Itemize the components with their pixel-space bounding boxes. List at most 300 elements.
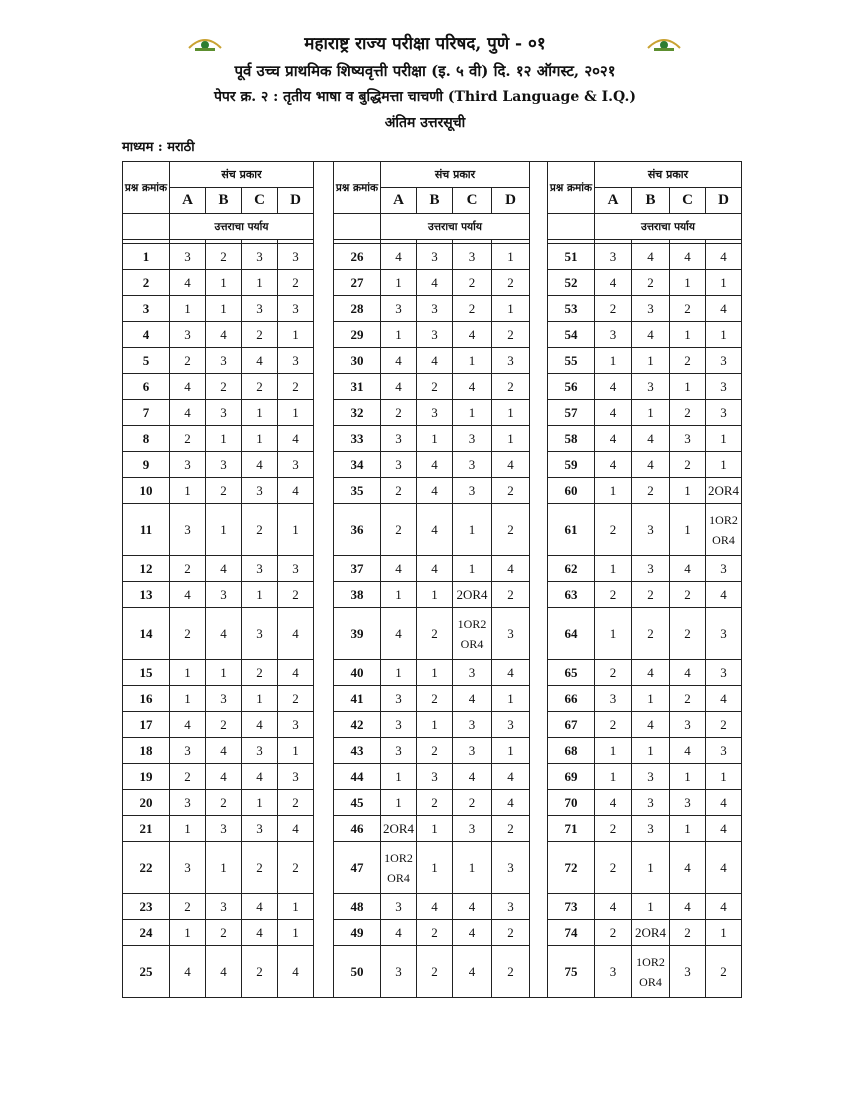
question-number: 59 [548,452,595,478]
question-number: 64 [548,608,595,660]
answer-cell: 1 [170,660,206,686]
answer-cell: 3 [170,738,206,764]
answer-cell: 3 [670,946,706,998]
answer-cell: 3 [417,296,453,322]
answer-cell: 3 [632,556,670,582]
answer-cell: 2 [206,374,242,400]
question-number: 58 [548,426,595,452]
answer-cell: 2 [417,946,453,998]
set-type-header: संच प्रकार [595,162,742,188]
answer-cell: 3 [206,816,242,842]
answer-cell: 1 [417,582,453,608]
table-row [123,920,742,946]
answer-cell: 4 [206,764,242,790]
answer-cell: 4 [417,556,453,582]
answer-cell: 1 [381,270,417,296]
answer-cell: 1 [632,400,670,426]
answer-cell: 1 [381,790,417,816]
answer-cell: 1 [670,322,706,348]
question-number: 19 [123,764,170,790]
question-number: 28 [334,296,381,322]
answer-cell: 4 [453,920,492,946]
answer-cell: 2 [417,686,453,712]
answer-cell: 3 [632,816,670,842]
question-number: 36 [334,504,381,556]
question-number: 25 [123,946,170,998]
answer-cell: 1 [381,322,417,348]
answer-cell: 4 [206,946,242,998]
set-type-header: संच प्रकार [381,162,530,188]
answer-cell: 4 [453,894,492,920]
answer-cell: 2 [595,660,632,686]
answer-cell: 3 [381,738,417,764]
answer-options-header: उत्तराचा पर्याय [170,214,314,240]
question-number: 23 [123,894,170,920]
set-label: D [278,188,314,214]
answer-cell: 2 [206,920,242,946]
answer-cell: 3 [381,426,417,452]
question-number: 50 [334,946,381,998]
answer-cell: 3 [242,244,278,270]
answer-cell: 2 [278,842,314,894]
header-row-letters [123,188,742,214]
answer-cell: 2 [595,816,632,842]
table-row [123,894,742,920]
question-number: 3 [123,296,170,322]
answer-cell: 3 [206,452,242,478]
answer-cell: 3 [278,764,314,790]
table-row [123,660,742,686]
answer-cell: 2 [492,270,530,296]
question-number: 7 [123,400,170,426]
answer-cell: 1 [170,686,206,712]
table-row [123,816,742,842]
answer-cell: 2 [170,764,206,790]
answer-cell: 3 [670,426,706,452]
answer-cell: 2 [206,244,242,270]
question-number: 45 [334,790,381,816]
answer-cell: 3 [632,296,670,322]
question-number: 34 [334,452,381,478]
question-number: 8 [123,426,170,452]
question-number: 15 [123,660,170,686]
answer-cell: 1 [670,816,706,842]
question-number: 41 [334,686,381,712]
question-number: 68 [548,738,595,764]
question-number: 61 [548,504,595,556]
answer-cell: 1 [595,348,632,374]
answer-cell: 1 [417,842,453,894]
question-number: 30 [334,348,381,374]
answer-cell: 4 [206,608,242,660]
answer-cell: 4 [670,660,706,686]
answer-cell: 3 [278,296,314,322]
answer-cell: 3 [492,894,530,920]
answer-cell: 1 [492,738,530,764]
answer-cell: 2 [242,374,278,400]
answer-cell: 3 [417,400,453,426]
answer-cell: 4 [417,478,453,504]
answer-cell: 2 [381,504,417,556]
answer-cell: 3 [492,842,530,894]
answer-cell: 2 [242,660,278,686]
answer-cell: 2 [170,894,206,920]
question-number: 11 [123,504,170,556]
answer-cell: 3 [453,738,492,764]
answer-cell: 3 [706,556,742,582]
document-header [0,30,850,136]
question-number: 9 [123,452,170,478]
council-logo-left-icon [186,34,224,54]
question-number: 51 [548,244,595,270]
answer-cell: 1 [670,764,706,790]
answer-cell: 4 [453,322,492,348]
set-label: A [595,188,632,214]
question-number: 55 [548,348,595,374]
answer-cell: 2 [632,608,670,660]
column-separator [530,162,548,998]
question-number: 57 [548,400,595,426]
answer-cell: 3 [278,556,314,582]
answer-cell: 2 [242,322,278,348]
answer-cell: 4 [381,244,417,270]
answer-cell: 1 [242,582,278,608]
answer-cell: 2 [670,400,706,426]
answer-cell: 3 [381,894,417,920]
answer-cell: 1 [206,504,242,556]
table-row [123,400,742,426]
answer-cell: 1 [453,400,492,426]
answer-cell: 2 [170,608,206,660]
answer-cell: 4 [492,790,530,816]
table-row [123,270,742,296]
header-blank [123,214,170,240]
answer-cell: 4 [278,946,314,998]
question-number: 24 [123,920,170,946]
answer-cell: 2 [206,712,242,738]
answer-cell: 3 [170,790,206,816]
answer-cell: 4 [706,582,742,608]
answer-cell: 3 [706,400,742,426]
answer-cell: 1 [242,790,278,816]
exam-title: पूर्व उच्च प्राथमिक शिष्यवृत्ती परीक्षा (इ. ५ वी) दि. १२ ऑगस्ट, २०२१ [234,62,616,80]
answer-cell: 1 [595,556,632,582]
answer-cell: 2 [670,608,706,660]
answer-cell: 2 [242,504,278,556]
answer-cell: 3 [170,842,206,894]
header-row-options [123,214,742,240]
answer-cell: 2 [670,452,706,478]
answer-cell: 4 [242,348,278,374]
answer-cell: 2 [278,582,314,608]
answer-cell: 1 [206,270,242,296]
set-label: D [706,188,742,214]
answer-cell: 4 [206,738,242,764]
answer-cell: 1 [242,686,278,712]
question-number: 60 [548,478,595,504]
answer-cell: 4 [595,452,632,478]
answer-cell: 2 [453,296,492,322]
answer-cell: 2OR4 [706,478,742,504]
answer-cell: 2 [632,582,670,608]
set-label: C [670,188,706,214]
question-number-header: प्रश्न क्रमांक [334,162,381,214]
table-row [123,296,742,322]
answer-cell: 3 [381,296,417,322]
question-number: 6 [123,374,170,400]
answer-cell: 2 [381,400,417,426]
answer-cell: 1 [381,660,417,686]
answer-cell: 1 [206,426,242,452]
question-number: 71 [548,816,595,842]
answer-cell: 1 [278,920,314,946]
answer-cell: 4 [706,244,742,270]
answer-cell: 2 [492,946,530,998]
answer-cell: 4 [632,244,670,270]
answer-cell: 2 [278,686,314,712]
answer-cell: 3 [170,322,206,348]
answer-cell: 3 [595,686,632,712]
header-row-set [123,162,742,188]
answer-cell: 4 [706,296,742,322]
answer-cell: 1 [278,504,314,556]
question-number: 44 [334,764,381,790]
answer-cell: 3 [242,296,278,322]
set-label: A [170,188,206,214]
question-number: 69 [548,764,595,790]
answer-cell: 2 [595,504,632,556]
answer-cell: 2 [595,842,632,894]
answer-cell: 1 [670,374,706,400]
question-number: 47 [334,842,381,894]
question-number: 39 [334,608,381,660]
answer-cell: 4 [706,686,742,712]
answer-cell: 1OR2 OR4 [706,504,742,556]
answer-cell: 4 [595,790,632,816]
answer-cell: 1 [595,738,632,764]
answer-cell: 2 [492,504,530,556]
answer-cell: 2 [206,478,242,504]
answer-cell: 1 [670,504,706,556]
question-number: 37 [334,556,381,582]
answer-cell: 4 [670,244,706,270]
answer-cell: 2 [417,790,453,816]
answer-cell: 1 [206,660,242,686]
question-number: 62 [548,556,595,582]
question-number: 31 [334,374,381,400]
answer-cell: 3 [417,764,453,790]
answer-cell: 2 [170,556,206,582]
answer-cell: 3 [706,660,742,686]
answer-cell: 2 [417,920,453,946]
answer-cell: 4 [242,920,278,946]
table-row [123,322,742,348]
answer-cell: 2 [417,738,453,764]
answer-cell: 4 [453,374,492,400]
answer-cell: 4 [242,712,278,738]
header-blank [548,214,595,240]
answer-cell: 2 [417,374,453,400]
question-number: 49 [334,920,381,946]
question-number: 27 [334,270,381,296]
answer-cell: 2 [492,816,530,842]
answer-cell: 1 [170,816,206,842]
answer-cell: 4 [242,764,278,790]
answer-cell: 4 [170,270,206,296]
question-number: 2 [123,270,170,296]
answer-cell: 1 [381,582,417,608]
answer-cell: 1 [706,452,742,478]
question-number: 4 [123,322,170,348]
question-number: 66 [548,686,595,712]
answer-cell: 2 [492,478,530,504]
answer-cell: 1 [170,296,206,322]
answer-cell: 4 [417,894,453,920]
question-number: 17 [123,712,170,738]
answer-cell: 3 [206,686,242,712]
answer-cell: 2 [170,426,206,452]
answer-key-table [122,161,742,998]
answer-options-header: उत्तराचा पर्याय [381,214,530,240]
table-row [123,790,742,816]
question-number: 12 [123,556,170,582]
answer-cell: 4 [595,400,632,426]
answer-cell: 4 [632,660,670,686]
answer-cell: 3 [453,712,492,738]
answer-cell: 1 [492,244,530,270]
answer-cell: 2 [278,374,314,400]
question-number: 14 [123,608,170,660]
answer-cell: 4 [170,946,206,998]
answer-cell: 2 [595,712,632,738]
table-row [123,686,742,712]
answer-cell: 1 [278,322,314,348]
answer-cell: 2 [492,920,530,946]
answer-cell: 3 [381,946,417,998]
answer-cell: 1 [242,400,278,426]
answer-cell: 1 [492,686,530,712]
question-number: 73 [548,894,595,920]
answer-cell: 4 [492,452,530,478]
answer-cell: 3 [632,764,670,790]
answer-cell: 4 [706,894,742,920]
answer-cell: 1 [242,426,278,452]
answer-cell: 1 [706,920,742,946]
answer-cell: 4 [206,556,242,582]
question-number-header: प्रश्न क्रमांक [548,162,595,214]
table-row [123,504,742,556]
question-number: 42 [334,712,381,738]
answer-cell: 4 [242,894,278,920]
question-number: 18 [123,738,170,764]
answer-cell: 3 [206,400,242,426]
answer-cell: 1 [417,426,453,452]
answer-cell: 1 [242,270,278,296]
question-number: 46 [334,816,381,842]
table-row [123,556,742,582]
answer-cell: 4 [492,556,530,582]
answer-cell: 1 [492,400,530,426]
question-number: 22 [123,842,170,894]
question-number: 13 [123,582,170,608]
answer-cell: 4 [670,842,706,894]
answer-cell: 4 [632,712,670,738]
answer-cell: 4 [242,452,278,478]
answer-cell: 4 [632,426,670,452]
question-number: 1 [123,244,170,270]
answer-cell: 4 [492,660,530,686]
question-number: 35 [334,478,381,504]
answer-cell: 2OR4 [632,920,670,946]
answer-cell: 3 [706,374,742,400]
answer-cell: 3 [453,426,492,452]
answer-cell: 3 [242,478,278,504]
answer-cell: 3 [417,322,453,348]
question-number: 72 [548,842,595,894]
paper-title: पेपर क्र. २ : तृतीय भाषा व बुद्धिमत्ता चाचणी (Third Language & I.Q.) [213,89,637,105]
answer-cell: 2 [670,582,706,608]
answer-cell: 1 [706,426,742,452]
table-row [123,452,742,478]
medium-label: माध्यम : मराठी [122,140,195,155]
answer-cell: 2 [670,686,706,712]
answer-cell: 1 [492,296,530,322]
answer-cell: 1 [278,894,314,920]
answer-cell: 3 [278,348,314,374]
answer-cell: 1 [453,348,492,374]
answer-cell: 1OR2 OR4 [632,946,670,998]
answer-cell: 1 [595,478,632,504]
answer-cell: 4 [453,764,492,790]
answer-cell: 1 [706,764,742,790]
answer-cell: 2 [453,270,492,296]
answer-cell: 2 [670,920,706,946]
answer-cell: 4 [417,270,453,296]
answer-cell: 2 [706,946,742,998]
answer-cell: 3 [278,244,314,270]
set-label: B [206,188,242,214]
question-number: 21 [123,816,170,842]
answer-cell: 4 [278,660,314,686]
answer-cell: 4 [381,348,417,374]
answer-cell: 4 [595,270,632,296]
answer-cell: 1 [417,712,453,738]
question-number-header: प्रश्न क्रमांक [123,162,170,214]
answer-key-title: अंतिम उत्तरसूची [384,115,466,131]
answer-cell: 1 [381,764,417,790]
set-label: B [417,188,453,214]
table-row [123,348,742,374]
question-number: 53 [548,296,595,322]
answer-cell: 4 [417,504,453,556]
answer-cell: 3 [453,816,492,842]
answer-cell: 3 [595,322,632,348]
answer-cell: 4 [595,374,632,400]
answer-cell: 4 [170,582,206,608]
answer-cell: 2 [278,790,314,816]
answer-cell: 1 [632,842,670,894]
answer-cell: 1 [632,686,670,712]
answer-cell: 3 [670,712,706,738]
table-row [123,712,742,738]
answer-cell: 1 [170,478,206,504]
answer-cell: 1 [206,296,242,322]
answer-cell: 2 [417,608,453,660]
question-number: 10 [123,478,170,504]
question-number: 67 [548,712,595,738]
answer-cell: 1 [706,270,742,296]
question-number: 70 [548,790,595,816]
